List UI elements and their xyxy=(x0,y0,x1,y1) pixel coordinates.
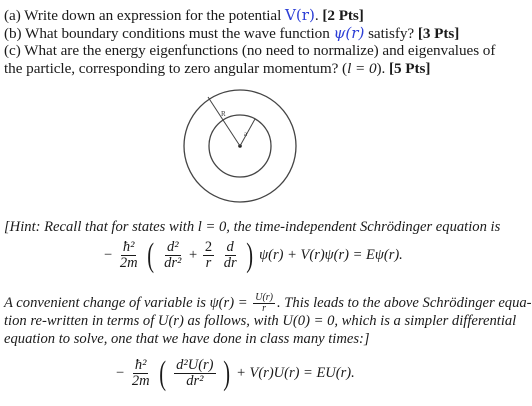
question-b-text: (b) What boundary conditions must the wave function xyxy=(4,25,334,42)
eq1-two-over-r xyxy=(203,240,214,271)
eq1-dr2: dr² xyxy=(164,255,182,271)
question-a-text: (a) Write down an expression for the potential xyxy=(4,7,286,24)
label-R: R xyxy=(221,110,226,118)
potential-symbol: V(r) xyxy=(285,6,315,24)
eq2-2m: 2m xyxy=(131,373,150,389)
hint-line-4: equation to solve, one that we have done in class many times:] xyxy=(4,331,370,347)
eq2-dr2: dr² xyxy=(186,373,204,389)
eq2-rest: + V(r)U(r) = EU(r). xyxy=(236,364,355,381)
hint-line-1 xyxy=(4,218,500,236)
eq1-hbar-frac xyxy=(118,240,140,271)
eq1-close-paren: ) xyxy=(246,236,254,274)
hint-line1-suffix: , the time-independent Schrödinger equation is xyxy=(226,219,501,235)
hint-line1-math: l = 0 xyxy=(197,219,227,235)
hint-line2-suffix: . This leads to the above Schrödinger equa- xyxy=(277,294,532,311)
question-b-suffix: satisfy? xyxy=(364,25,415,42)
question-a-points: [2 Pts] xyxy=(318,7,364,24)
hint-line1-text: [Hint: Recall that for states with xyxy=(4,219,198,235)
schrodinger-equation xyxy=(104,236,403,274)
question-b xyxy=(4,24,459,43)
label-a: a xyxy=(244,130,248,138)
eq2-hbar: ħ² xyxy=(134,357,147,373)
u-equation xyxy=(116,354,355,392)
question-b-points: [3 Pts] xyxy=(414,25,460,42)
concentric-circles-figure xyxy=(180,86,300,206)
eq2-minus: − xyxy=(116,364,125,381)
frac-r: r xyxy=(262,303,267,314)
question-a-suffix: . xyxy=(314,7,319,24)
eq1-rest: ψ(r) + V(r)ψ(r) = Eψ(r). xyxy=(259,246,403,263)
radius-a-line xyxy=(240,119,255,146)
radius-R-line xyxy=(208,97,240,146)
eq1-second-derivative xyxy=(162,240,183,271)
eq1-first-derivative xyxy=(222,240,239,271)
eq2-close-paren: ) xyxy=(223,354,231,392)
eq1-two: 2 xyxy=(204,239,213,255)
eq2-d2U: d²U(r) xyxy=(176,357,214,373)
eq1-plus: + xyxy=(189,246,198,263)
eq2-open-paren: ( xyxy=(159,354,167,392)
hint-line2-text: A convenient change of variable is xyxy=(4,294,210,311)
question-c-math: l = 0 xyxy=(347,60,377,77)
wavefunction-symbol: ψ(r) xyxy=(333,24,365,42)
hint-line-2 xyxy=(4,293,532,314)
eq1-r: r xyxy=(205,255,212,271)
eq1-minus: − xyxy=(104,246,113,263)
eq2-second-derivative xyxy=(174,358,215,389)
eq1-open-paren: ( xyxy=(147,236,155,274)
question-c-line2 xyxy=(4,60,430,78)
eq1-dr: dr xyxy=(223,255,237,271)
eq2-hbar-frac xyxy=(130,358,152,389)
question-c-line1: (c) What are the energy eigenfunctions (no need to normalize) and eigenvalues of xyxy=(4,42,496,59)
question-a xyxy=(4,6,364,25)
eq1-2m: 2m xyxy=(119,255,138,271)
question-c-line2-suffix: ). xyxy=(376,60,386,77)
eq1-d2: d² xyxy=(166,239,179,255)
frac-U-r: U(r) xyxy=(255,292,273,303)
question-c-line2-text: the particle, corresponding to zero angular momentum? ( xyxy=(4,60,348,77)
hint-line2-psi: ψ(r) = xyxy=(209,294,252,311)
hint-line-3: tion re-written in terms of U(r) as follows, with U(0) = 0, which is a simpler differential xyxy=(4,313,517,329)
eq1-d: d xyxy=(226,239,234,255)
change-of-variable-frac xyxy=(253,293,275,314)
eq1-hbar: ħ² xyxy=(122,239,135,255)
question-c-points: [5 Pts] xyxy=(385,60,431,77)
